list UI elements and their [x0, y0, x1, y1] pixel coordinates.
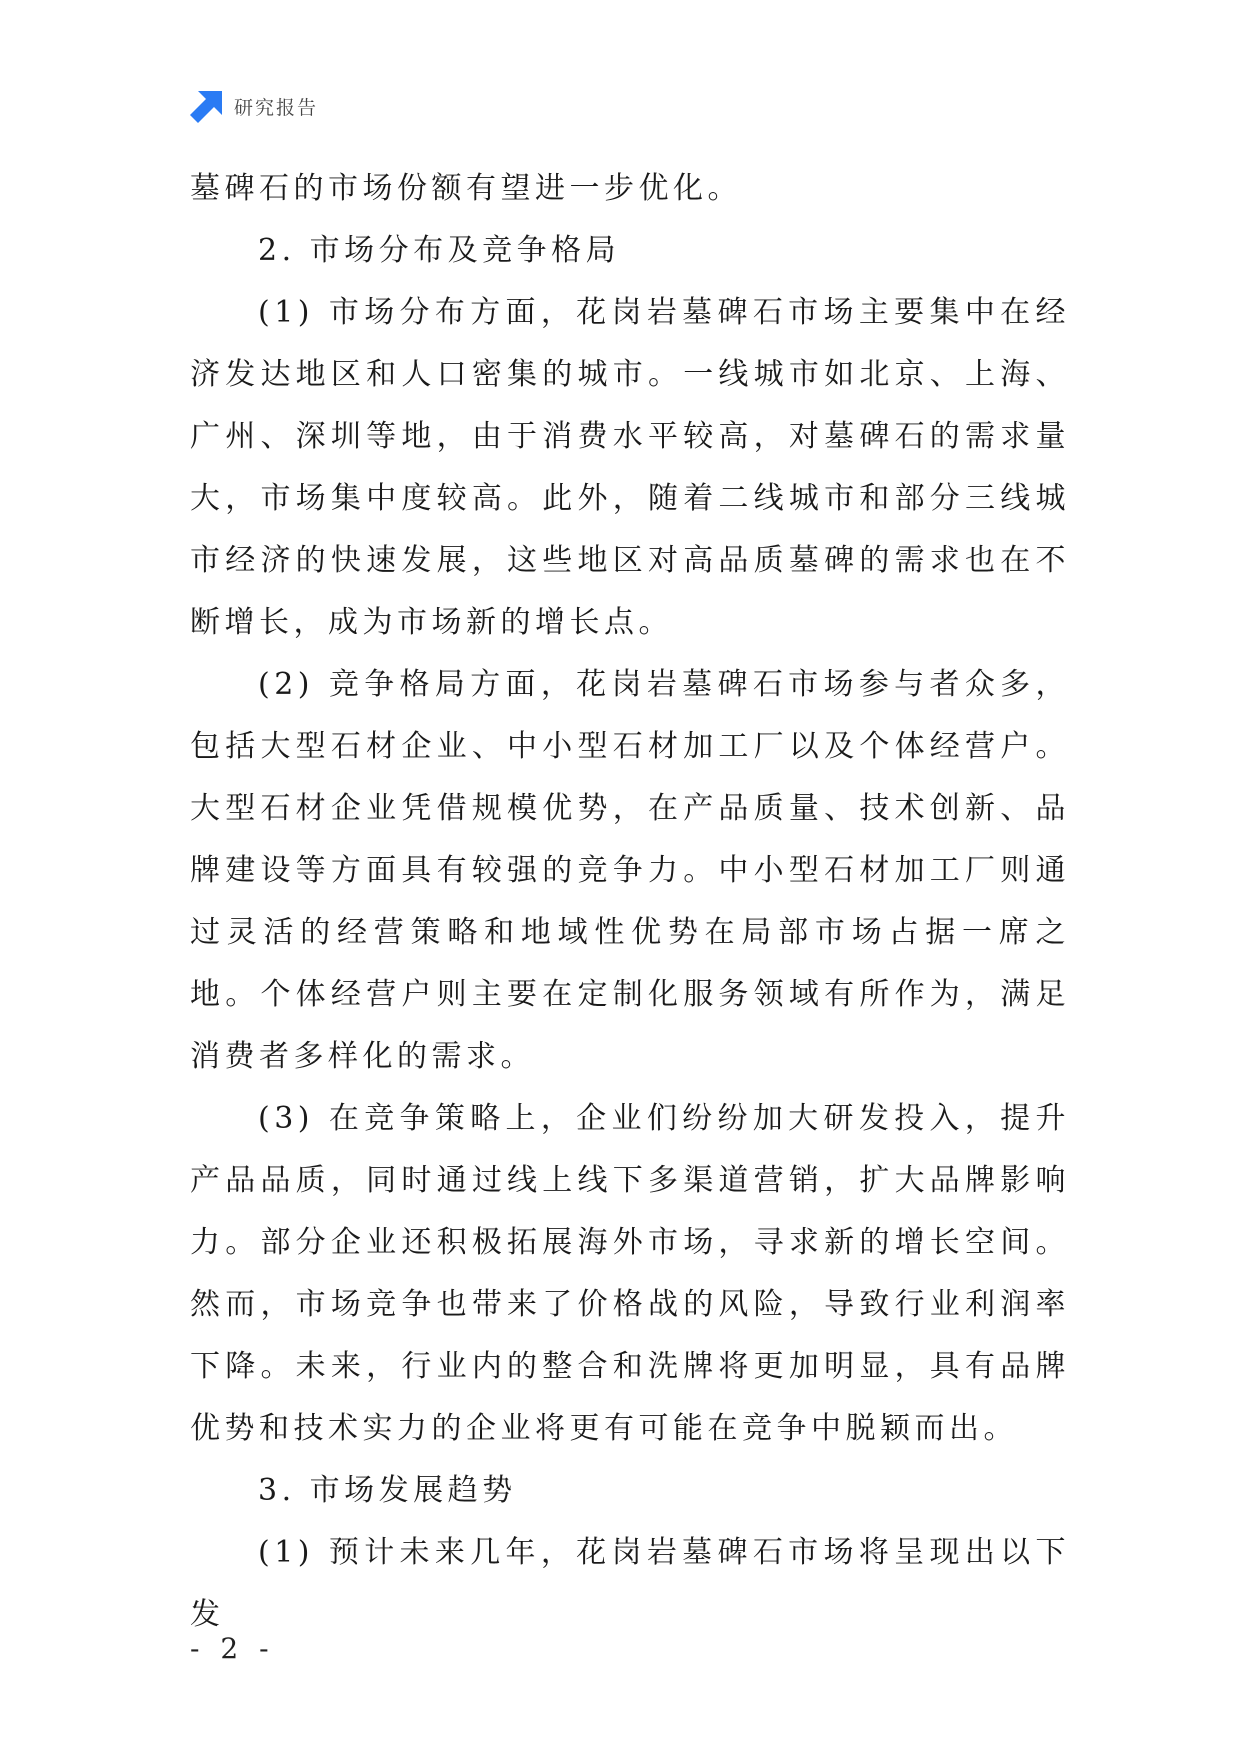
- section-heading-3: 3. 市场发展趋势: [258, 1473, 517, 1508]
- paragraph-market-distribution: (1) 市场分布方面，花岗岩墓碑石市场主要集中在经济发达地区和人口密集的城市。一线城市如北京、上海、广州、深圳等地，由于消费水平较高，对墓碑石的需求量大，市场集中度较高。此外，随着二线城市和部分三线城市经济的快速发展，这些地区对高品质墓碑的需求也在不断增长，成为市场新的增长点。: [190, 295, 1070, 640]
- arrow-up-right-icon: [190, 89, 224, 123]
- paragraph-development-trend: (1) 预计未来几年，花岗岩墓碑石市场将呈现出以下发: [190, 1535, 1070, 1632]
- paragraph-competition-landscape: (2) 竞争格局方面，花岗岩墓碑石市场参与者众多，包括大型石材企业、中小型石材加工厂以及个体经营户。大型石材企业凭借规模优势，在产品质量、技术创新、品牌建设等方面具有较强的竞争力。中小型石材加工厂则通过灵活的经营策略和地域性优势在局部市场占据一席之地。个体经营户则主要在定制化服务领域有所作为，满足消费者多样化的需求。: [190, 667, 1070, 1074]
- paragraph-competition-strategy: (3) 在竞争策略上，企业们纷纷加大研发投入，提升产品品质，同时通过线上线下多渠道营销，扩大品牌影响力。部分企业还积极拓展海外市场，寻求新的增长空间。然而，市场竞争也带来了价格战的风险，导致行业利润率下降。未来，行业内的整合和洗牌将更加明显，具有品牌优势和技术实力的企业将更有可能在竞争中脱颖而出。: [190, 1101, 1070, 1446]
- paragraph-continuation: 墓碑石的市场份额有望进一步优化。: [190, 171, 742, 206]
- document-body: [190, 158, 1070, 1646]
- header-label: 研究报告: [234, 96, 319, 119]
- section-heading-2: 2. 市场分布及竞争格局: [258, 233, 621, 268]
- page-number: - 2 -: [190, 1632, 275, 1665]
- report-header: [190, 88, 318, 124]
